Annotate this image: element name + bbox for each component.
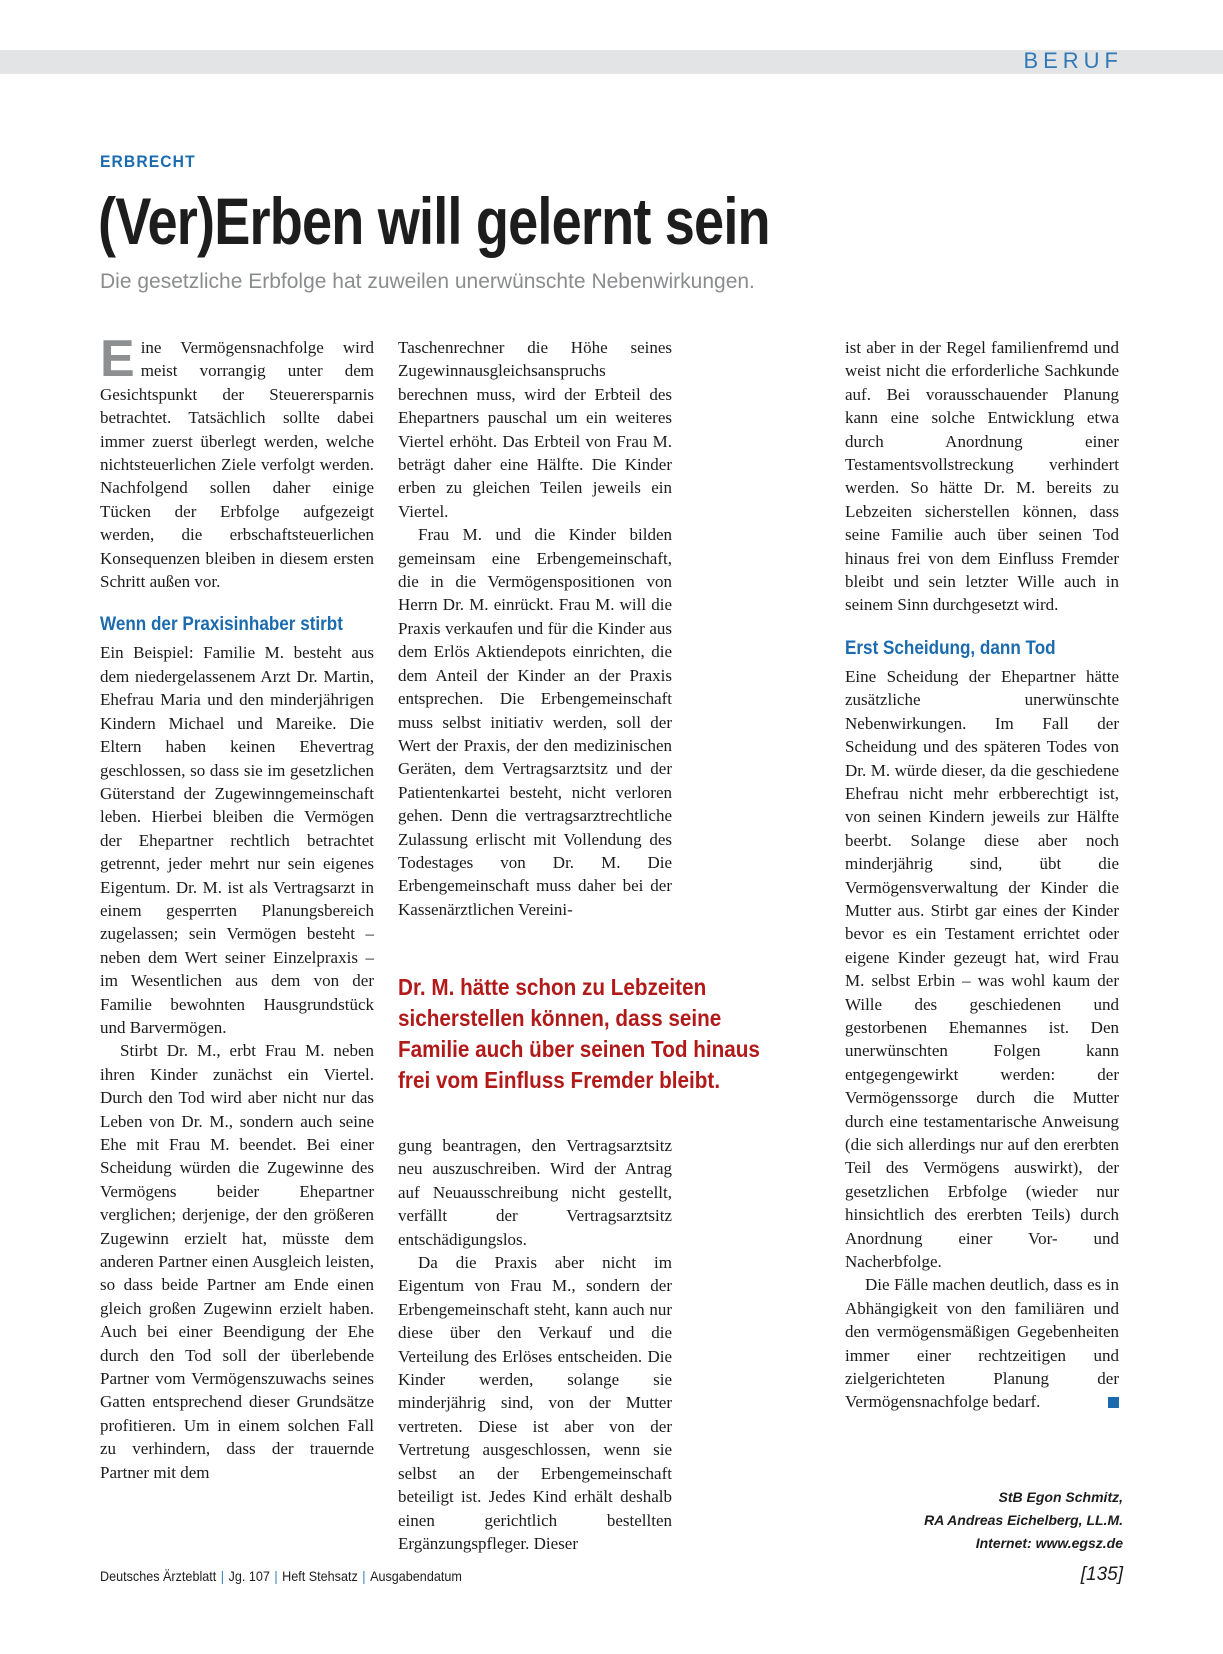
page-number: [135] [1080,1564,1123,1585]
article-column-3 [845,336,1119,1414]
body-paragraph: Ein Beispiel: Familie M. besteht aus dem niedergelassenem Arzt Dr. Martin, Ehefrau Maria und den minderjährigen Kindern Michael und Mareike. Die Eltern haben keinen Ehevertrag geschlossen, so dass sie im gesetzlichen Güterstand der Zugewinngemeinschaft leben. Hierbei bleiben die Vermögen der Ehepartner rechtlich betrachtet getrennt, jeder mehrt nur sein eigenes Eigentum. Dr. M. ist als Vertragsarzt in einem gesperrten Planungsbereich zugelassen; sein Vermögen besteht – neben dem Wert seiner Einzelpraxis – im Wesentlichen aus dem von der Familie bewohnten Hausgrundstück und Barvermögen. [100,643,374,1037]
article-kicker: ERBRECHT [100,152,196,171]
article-column-1 [100,330,374,1484]
final-text: Die Fälle machen deutlich, dass es in Abhängigkeit von den familiären und den vermögensmäßigen Gegebenheiten immer einer rechtzeitigen und zielgerichteten Planung der Vermögensnachfolge bedarf. [845,1275,1119,1412]
footer-separator: | [220,1568,225,1584]
body-paragraph: ist aber in der Regel familienfremd und weist nicht die erforderliche Sachkunde auf. Bei vorausschauender Planung kann eine solche Entwicklung etwa durch Anordnung einer Testamentsvollstreckung verhindert werden. So hätte Dr. M. bereits zu Lebzeiten sicherstellen können, dass seine Familie auch über seinen Tod hinaus frei von dem Einfluss Fremder bleibt und sein letzter Wille auch in seinem Sinn durchgesetzt wird. [845,338,1119,615]
body-paragraph: Da die Praxis aber nicht im Eigentum von Frau M., sondern der Erbengemeinschaft steht, kann auch nur diese über den Verkauf und die Verteilung des Erlöses entscheiden. Die Kinder werden, solange sie minderjährig sind, von der Mutter vertreten. Diese ist aber von der Vertretung ausgeschlossen, wenn sie selbst an der Erbengemeinschaft beteiligt ist. Jedes Kind erhält deshalb einen gerichtlich bestellten Ergänzungspfleger. Dieser [398,1253,672,1553]
subheading-scheidung: Erst Scheidung, dann Tod [845,637,1056,659]
body-paragraph-final [845,1273,1119,1413]
author-1: StB Egon Schmitz, [998,1489,1123,1505]
author-website: Internet: www.egsz.de [975,1535,1123,1551]
article-subtitle: Die gesetzliche Erbfolge hat zuweilen unerwünschte Nebenwirkungen. [100,270,755,293]
section-label: BERUF [1023,48,1123,73]
end-mark-square-icon [1108,1397,1119,1408]
body-paragraph: Frau M. und die Kinder bilden gemeinsam eine Erbengemeinschaft, die in die Vermögenspositionen von Herrn Dr. M. einrückt. Frau M. will die Praxis verkaufen und für die Kinder aus dem Erlös Aktiendepots einrichten, die dem Anteil der Kinder an der Praxis entsprechen. Die Erbengemeinschaft muss selbst initiativ werden, soll der Wert der Praxis, der den medizinischen Geräten, dem Vertragsarztsitz und der Patientenkartei besteht, nicht verloren gehen. Denn die vertragsarztrechtliche Zulassung erlischt mit Vollendung des Todestages von Dr. M. Die Erbengemeinschaft muss daher bei der Kassenärztlichen Vereini- [398,525,672,919]
body-paragraph: Eine Scheidung der Ehepartner hätte zusätzliche unerwünschte Nebenwirkungen. Im Fall der Scheidung und des späteren Todes von Dr. M. würde dieser, da die geschiedene Ehefrau nicht mehr erbberechtigt ist, von seinen Kindern jeweils zur Hälfte beerbt. Solange diese aber noch minderjährig sind, übt die Vermögensverwaltung der Kinder die Mutter aus. Stirbt gar eines der Kinder bevor es ein Testament errichtet oder eigene Kinder gezeugt hat, wird Frau M. selbst Erbin – was wohl kaum der Wille des geschiedenen und gestorbenen Ehemannes ist. Den unerwünschten Folgen kann entgegengewirkt werden: der Vermögenssorge durch die Mutter durch eine testamentarische Anweisung (die sich allerdings nur auf den ererbten Teil des Vermögens auswirkt), der gesetzlichen Erbfolge (wieder nur hinsichtlich des ererbten Teils) durch Anordnung einer Vor- und Nacherbfolge. [845,666,1119,1272]
footer-separator: | [362,1568,366,1584]
footer-separator: | [274,1568,278,1584]
footer-citation [100,1568,462,1584]
author-credits [924,1486,1123,1555]
body-paragraph: Taschenrechner die Höhe seines Zugewinnausgleichsanspruchs berechnen muss, wird der Erbteil des Ehepartners pauschal um ein weiteres Viertel erhöht. Das Erbteil von Frau M. beträgt daher eine Hälfte. Die Kinder erben zu gleichen Teilen jeweils ein Viertel. [398,338,672,521]
dropcap-letter: E [100,330,135,388]
article-column-2-continued [398,1134,672,1555]
footer-issue: Heft Stehsatz [282,1568,358,1584]
body-paragraph: Stirbt Dr. M., erbt Frau M. neben ihren Kinder zunächst ein Viertel. Durch den Tod wird aber nicht nur das Leben von Dr. M., sondern auch seine Ehe mit Frau M. beendet. Bei einer Scheidung würden die Zugewinne des Vermögens beider Ehepartner verglichen; derjenige, der den größeren Zugewinn erzielt hat, müsste dem anderen Partner einen Ausgleich leisten, so dass beide Partner am Ende einen gleich großen Zugewinn erzielt haben. Auch bei einer Beendigung der Ehe durch den Tod soll der überlebende Partner vom Vermögenszuwachs seines Gatten entsprechend dieser Grundsätze profitieren. Um in einem solchen Fall zu verhindern, dass der trauernde Partner mit dem [100,1041,374,1482]
footer-volume: Jg. 107 [228,1568,270,1584]
intro-text: ine Vermögensnachfolge wird meist vorrangig unter dem Gesichtspunkt der Steuerersparnis betrachtet. Tatsächlich sollte dabei immer zuerst überlegt werden, welche nichtsteuerlichen Ziele verfolgt werden. Nachfolgend sollen daher einige Tücken der Erbfolge aufgezeigt werden, die erbschaftsteuerlichen Konsequenzen bleiben in diesem ersten Schritt außen vor. [100,338,374,592]
author-2: RA Andreas Eichelberg, LL.M. [924,1512,1123,1528]
article-column-2 [398,336,672,921]
article-headline: (Ver)Erben will gelernt sein [98,184,770,258]
footer-journal: Deutsches Ärzteblatt [100,1568,217,1584]
body-paragraph: gung beantragen, den Vertragsarztsitz neu auszuschreiben. Wird der Antrag auf Neuausschreibung nicht gestellt, verfällt der Vertragsarztsitz entschädigungslos. [398,1136,672,1249]
footer-date: Ausgabendatum [370,1568,462,1584]
pull-quote: Dr. M. hätte schon zu Lebzeiten sicherstellen können, dass seine Familie auch über seinen Tod hinaus frei vom Einfluss Fremder bleibt. [398,974,760,1093]
intro-paragraph [100,330,374,593]
subheading-praxisinhaber: Wenn der Praxisinhaber stirbt [100,614,343,636]
